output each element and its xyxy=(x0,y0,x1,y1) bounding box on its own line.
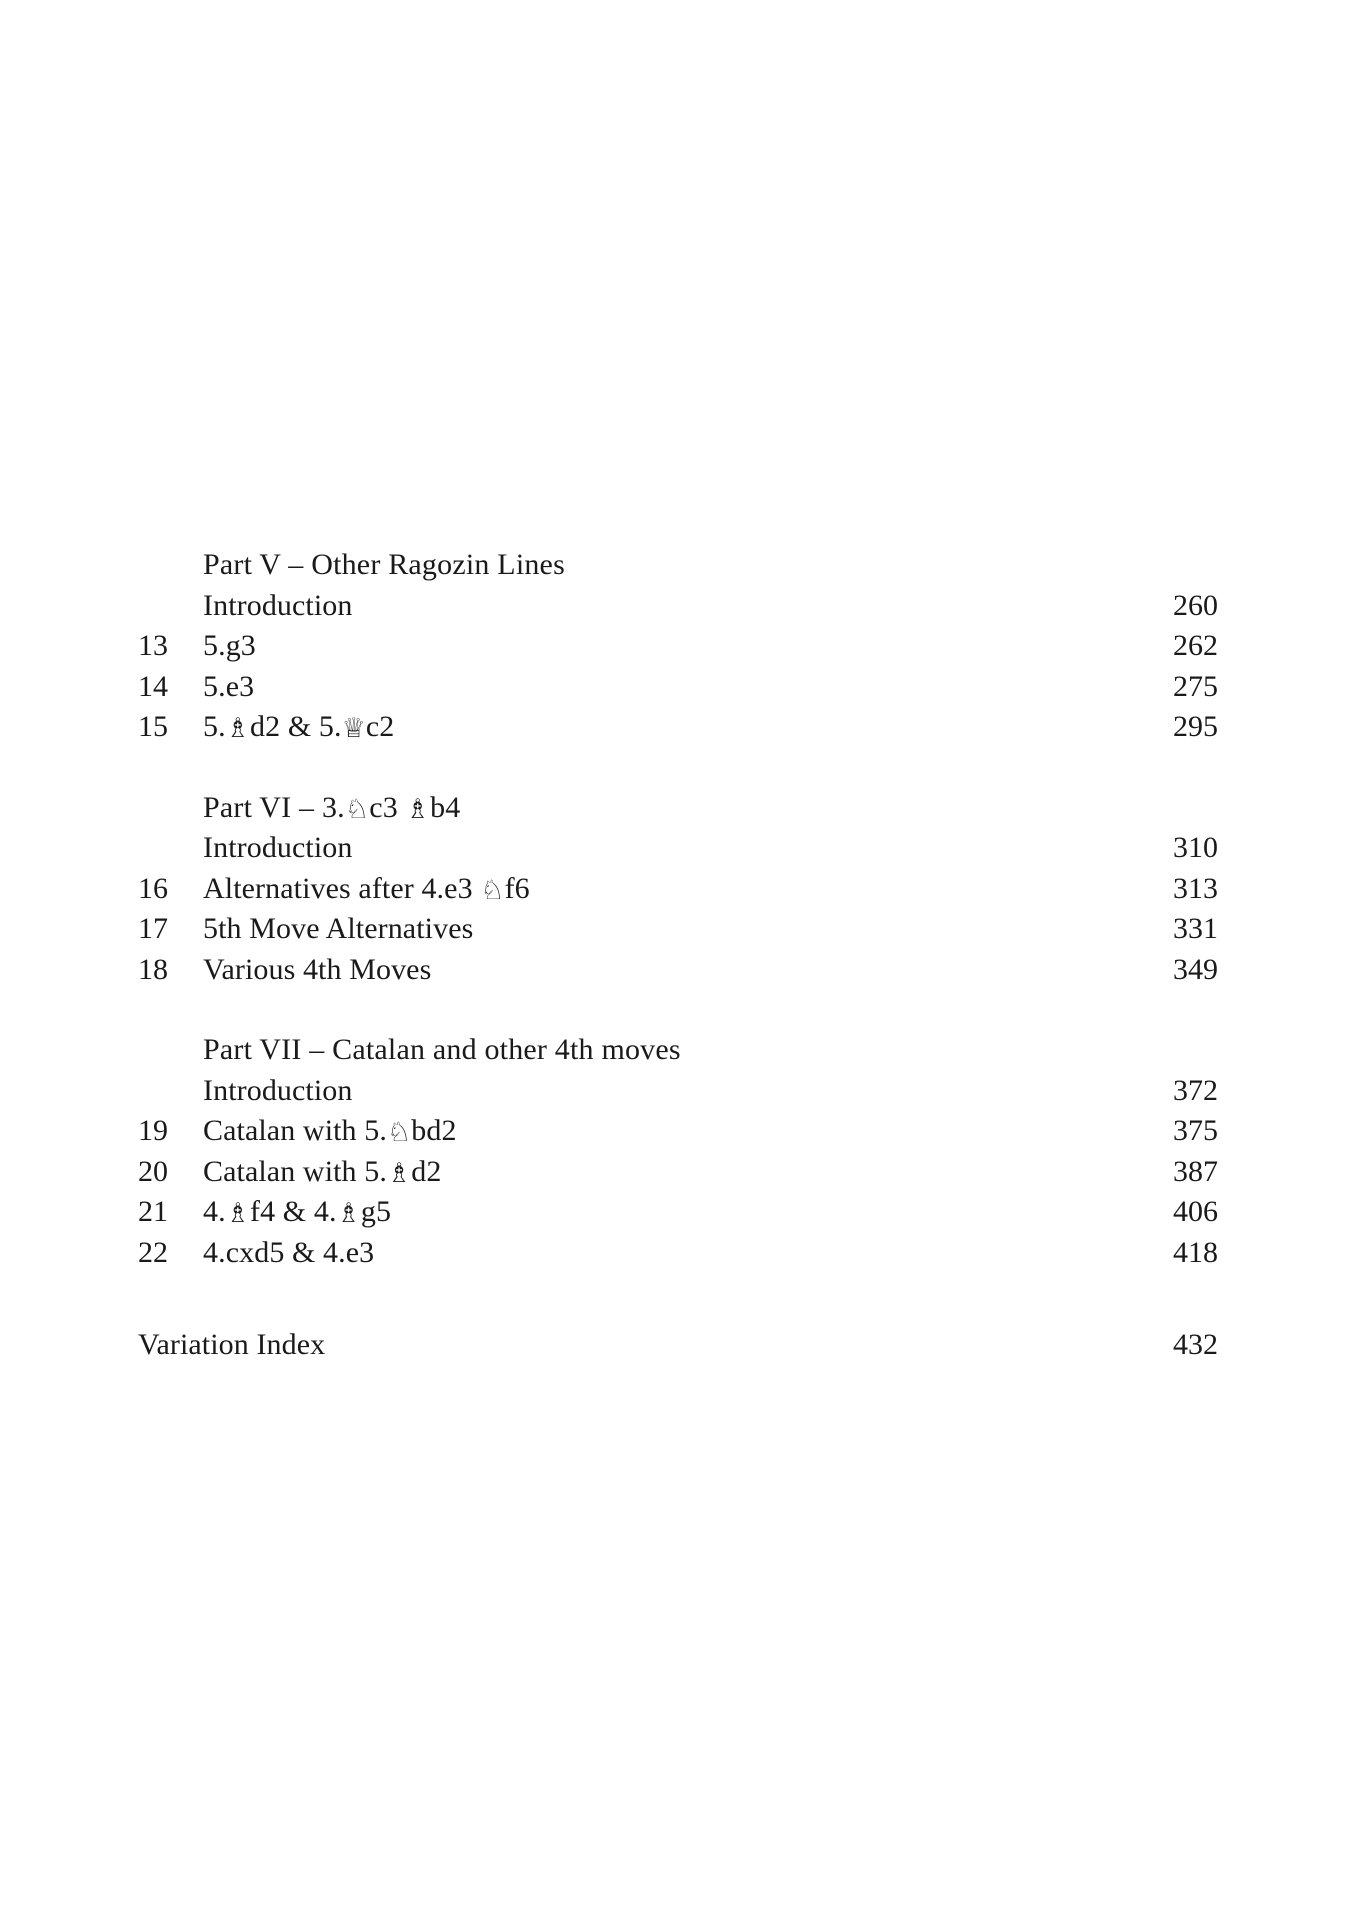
chess-piece-glyph: ♗ xyxy=(225,713,251,744)
toc-part-heading xyxy=(138,1030,1218,1071)
toc-entry-page: 372 xyxy=(1173,1073,1218,1107)
toc-row xyxy=(138,1111,1218,1152)
toc-row xyxy=(138,667,1218,708)
toc-entry-page: 349 xyxy=(1173,952,1218,986)
toc-group xyxy=(138,545,1218,748)
toc-entry-title: 5th Move Alternatives xyxy=(203,912,474,945)
toc-entry-title: Various 4th Moves xyxy=(203,952,432,986)
toc-entry-number: 21 xyxy=(138,1195,168,1228)
chess-piece-glyph: ♗ xyxy=(405,793,431,825)
toc-entry-title: Introduction xyxy=(203,831,353,864)
toc-entry-number: 18 xyxy=(138,952,168,986)
toc-row xyxy=(138,707,1218,748)
toc-entry-title: Catalan with 5.♗d2 xyxy=(203,1154,442,1189)
toc-entry-number: 17 xyxy=(138,912,168,945)
toc-entry-page: 331 xyxy=(1173,912,1218,945)
chess-piece-glyph: ♕ xyxy=(341,713,366,744)
toc-entry-number: 15 xyxy=(138,710,168,743)
toc-row-variation-index xyxy=(138,1325,1218,1366)
toc-row xyxy=(138,828,1218,869)
toc-entry-title: Catalan with 5.♘bd2 xyxy=(203,1114,457,1148)
toc-entry-number: 22 xyxy=(138,1235,168,1269)
toc-entry-title: 5.g3 xyxy=(203,629,256,662)
toc-entry-title: Introduction xyxy=(203,1073,353,1107)
toc-entry-page: 260 xyxy=(1173,588,1218,622)
toc-row xyxy=(138,586,1218,627)
toc-group xyxy=(138,1030,1218,1273)
toc-row xyxy=(138,950,1218,991)
toc-entry-number: 14 xyxy=(138,669,168,703)
toc-entry-title: Part VI – 3.♘c3 ♗b4 xyxy=(203,790,461,825)
toc-entry-number: 16 xyxy=(138,871,168,905)
toc-entry-title: Part V – Other Ragozin Lines xyxy=(203,548,565,581)
toc-entry-page: 275 xyxy=(1173,669,1218,703)
chess-piece-glyph: ♘ xyxy=(480,874,505,906)
toc-entry-title: Part VII – Catalan and other 4th moves xyxy=(203,1033,681,1066)
toc-entry-title: Alternatives after 4.e3 ♘f6 xyxy=(203,871,530,906)
toc-entry-page: 432 xyxy=(1173,1328,1218,1361)
table-of-contents xyxy=(138,545,1218,1366)
toc-entry-number: 20 xyxy=(138,1154,168,1188)
chess-piece-glyph: ♗ xyxy=(336,1198,361,1229)
toc-entry-title: 4.cxd5 & 4.e3 xyxy=(203,1235,375,1269)
toc-entry-page: 375 xyxy=(1173,1114,1218,1147)
chess-piece-glyph: ♘ xyxy=(386,1117,412,1148)
toc-entry-title: Introduction xyxy=(203,588,353,622)
toc-entry-page: 295 xyxy=(1173,710,1218,743)
toc-row xyxy=(138,1152,1218,1193)
toc-entry-page: 406 xyxy=(1173,1195,1218,1228)
toc-row xyxy=(138,869,1218,910)
toc-row xyxy=(138,626,1218,667)
toc-entry-title: 4.♗f4 & 4.♗g5 xyxy=(203,1195,392,1229)
toc-row xyxy=(138,1071,1218,1112)
chess-piece-glyph: ♘ xyxy=(344,793,370,825)
toc-row xyxy=(138,1233,1218,1274)
toc-entry-title: Variation Index xyxy=(138,1328,326,1361)
chess-piece-glyph: ♗ xyxy=(386,1157,412,1189)
toc-entry-title: 5.♗d2 & 5.♕c2 xyxy=(203,710,395,744)
toc-row xyxy=(138,909,1218,950)
toc-entry-number: 13 xyxy=(138,629,168,662)
toc-group xyxy=(138,788,1218,991)
toc-entry-page: 387 xyxy=(1173,1154,1218,1188)
toc-entry-title: 5.e3 xyxy=(203,669,255,703)
toc-entry-page: 310 xyxy=(1173,831,1218,864)
toc-entry-number: 19 xyxy=(138,1114,168,1147)
toc-entry-page: 313 xyxy=(1173,871,1218,905)
toc-row xyxy=(138,1192,1218,1233)
chess-piece-glyph: ♗ xyxy=(225,1198,251,1229)
toc-entry-page: 262 xyxy=(1173,629,1218,662)
toc-part-heading xyxy=(138,788,1218,829)
toc-part-heading xyxy=(138,545,1218,586)
toc-entry-page: 418 xyxy=(1173,1235,1218,1269)
